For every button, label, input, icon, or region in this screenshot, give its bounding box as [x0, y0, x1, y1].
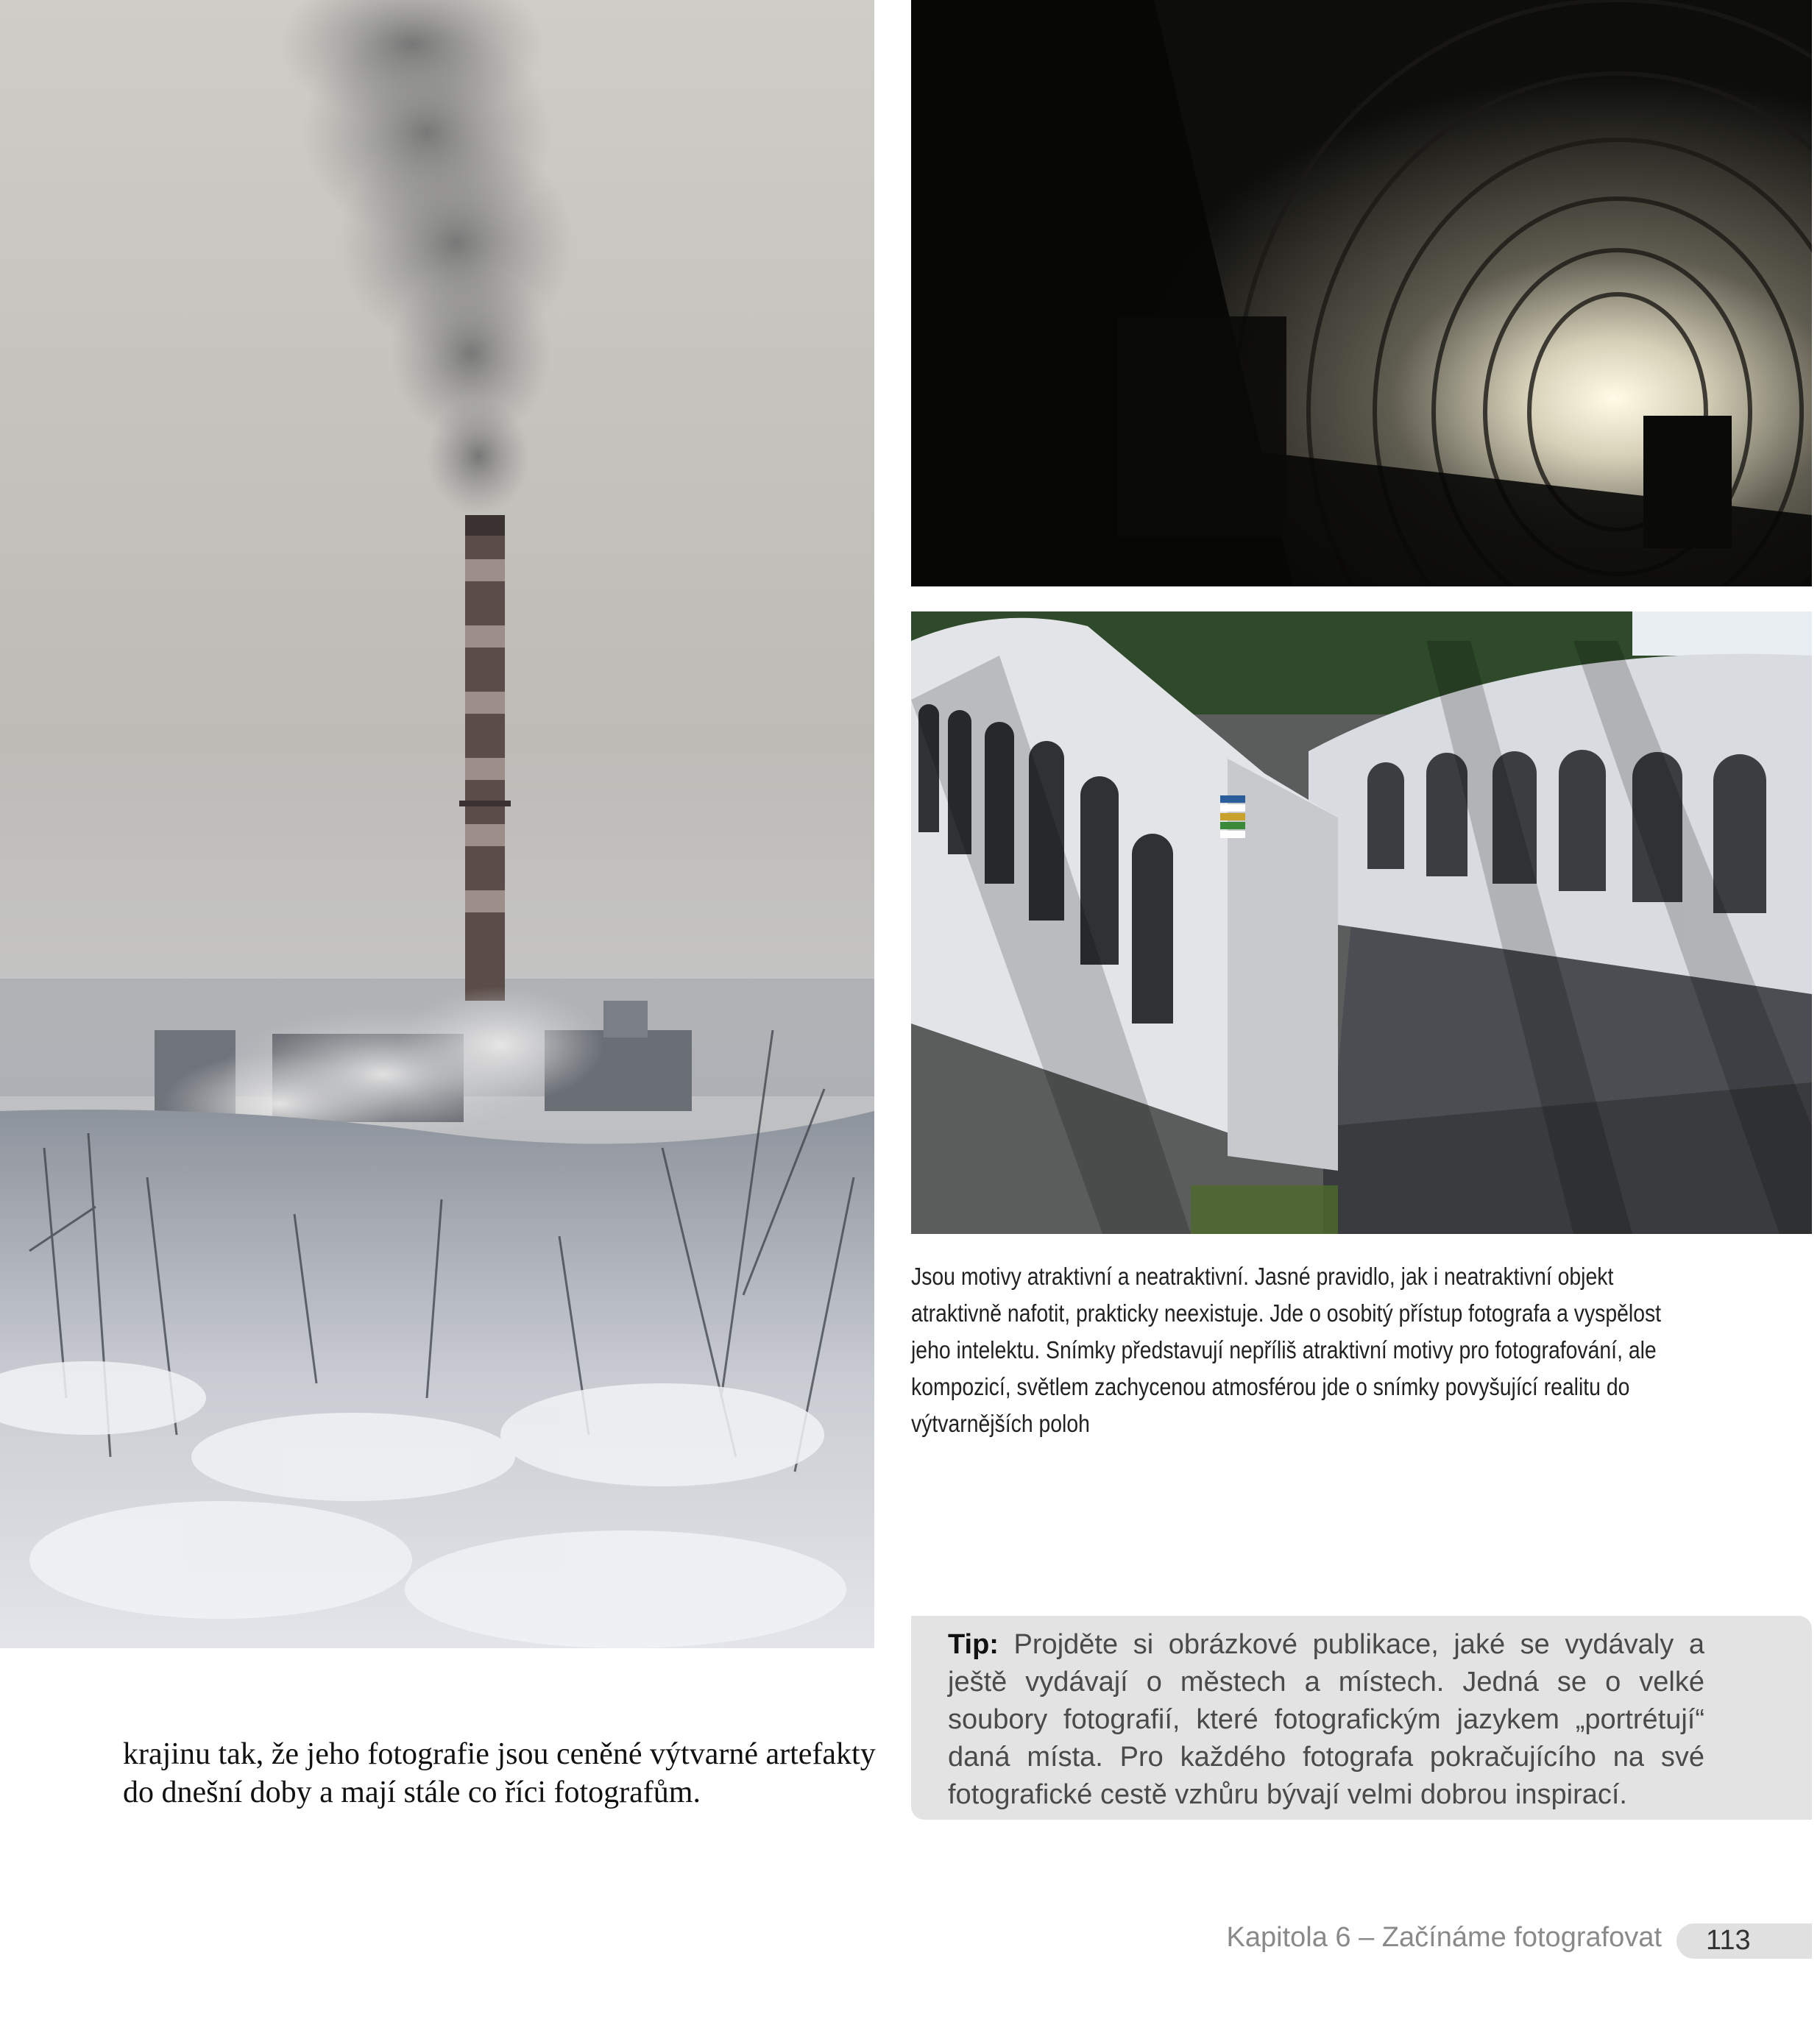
body-paragraph: krajinu tak, že jeho fotografie jsou ceněné výtvarné artefakty do dnešní doby a mají stále co říci fotografům.	[123, 1737, 876, 1809]
photo-tunnel	[911, 0, 1812, 586]
page-number: 113	[1706, 1925, 1751, 1956]
chapter-title: Kapitola 6 – Začínáme fotografovat	[1226, 1922, 1662, 1953]
photo-chimney	[0, 0, 874, 1648]
tip-text	[948, 1626, 1704, 1814]
tip-label: Tip:	[948, 1629, 999, 1660]
photo-caption: Jsou motivy atraktivní a neatraktivní. Jasné pravidlo, jak i neatraktivní objekt atraktivně nafotit, prakticky neexistuje. Jde o osobitý přístup fotografa a vyspělost jeho intelektu. Snímky představují nepříliš atraktivní motivy pro fotografování, ale kompozicí, světlem zachycenou atmosférou jde o snímky povyšující realitu do výtvarnějších poloh	[911, 1263, 1662, 1437]
tip-body: Projděte si obrázkové publikace, jaké se vydávaly a ještě vydávají o městech a místech. Jedná se o velké soubory fotografií, které fotografickým jazykem „portrétují“ daná místa. Pro každého fotografa pokračujícího na své fotografické cestě vzhůru bývají velmi dobrou inspirací.	[948, 1629, 1704, 1810]
photo-bridge	[911, 611, 1812, 1234]
tip-box	[911, 1616, 1812, 1820]
page-number-tab	[1676, 1923, 1812, 1959]
